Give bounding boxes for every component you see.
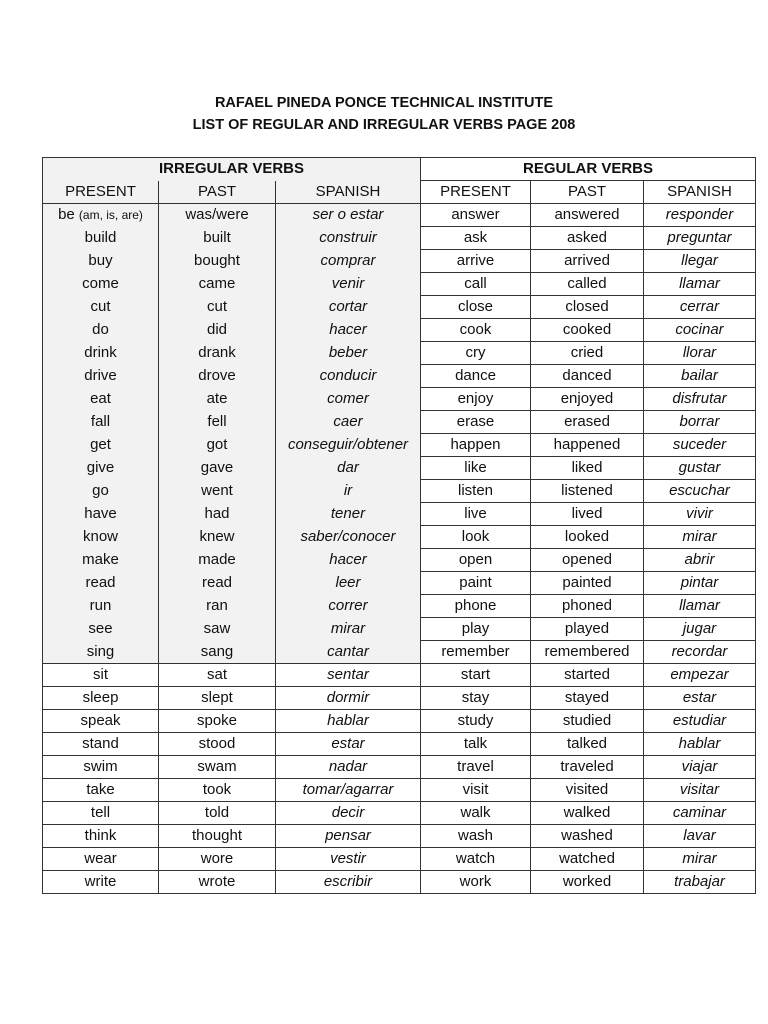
irregular-present-cell: do <box>43 319 159 342</box>
irregular-spanish-cell: comprar <box>276 250 421 273</box>
irregular-spanish-cell: escribir <box>276 871 421 894</box>
regular-spanish-cell: caminar <box>644 802 756 825</box>
irregular-past-cell: wore <box>159 848 276 871</box>
irregular-spanish-cell: correr <box>276 595 421 618</box>
table-row <box>43 296 756 319</box>
table-row <box>43 572 756 595</box>
irregular-present-header: PRESENT <box>43 181 159 204</box>
regular-past-cell: erased <box>531 411 644 434</box>
irregular-present-cell: make <box>43 549 159 572</box>
irregular-present-cell: think <box>43 825 159 848</box>
regular-spanish-cell: mirar <box>644 526 756 549</box>
irregular-past-cell: saw <box>159 618 276 641</box>
regular-spanish-cell: responder <box>644 204 756 227</box>
regular-past-cell: stayed <box>531 687 644 710</box>
irregular-present-cell: tell <box>43 802 159 825</box>
irregular-present-cell: run <box>43 595 159 618</box>
table-row <box>43 526 756 549</box>
irregular-present-cell: sing <box>43 641 159 664</box>
regular-past-cell: traveled <box>531 756 644 779</box>
irregular-spanish-cell: conseguir/obtener <box>276 434 421 457</box>
irregular-past-cell: fell <box>159 411 276 434</box>
regular-spanish-cell: pintar <box>644 572 756 595</box>
irregular-present-cell: wear <box>43 848 159 871</box>
table-row <box>43 664 756 687</box>
irregular-spanish-cell: decir <box>276 802 421 825</box>
irregular-present-cell: see <box>43 618 159 641</box>
irregular-spanish-cell: beber <box>276 342 421 365</box>
irregular-present-cell: give <box>43 457 159 480</box>
irregular-present-cell: know <box>43 526 159 549</box>
regular-present-cell: listen <box>421 480 531 503</box>
regular-spanish-cell: mirar <box>644 848 756 871</box>
irregular-present-cell: swim <box>43 756 159 779</box>
title-institute: RAFAEL PINEDA PONCE TECHNICAL INSTITUTE <box>214 95 554 111</box>
regular-spanish-cell: empezar <box>644 664 756 687</box>
irregular-spanish-cell: dar <box>276 457 421 480</box>
regular-past-cell: walked <box>531 802 644 825</box>
regular-spanish-cell: estar <box>644 687 756 710</box>
regular-present-cell: wash <box>421 825 531 848</box>
irregular-spanish-cell: caer <box>276 411 421 434</box>
regular-spanish-cell: gustar <box>644 457 756 480</box>
table-row <box>43 618 756 641</box>
verb-be: be <box>58 206 75 224</box>
irregular-spanish-cell: pensar <box>276 825 421 848</box>
regular-present-cell: call <box>421 273 531 296</box>
regular-present-cell: cook <box>421 319 531 342</box>
irregular-present-cell: drink <box>43 342 159 365</box>
regular-spanish-cell: escuchar <box>644 480 756 503</box>
irregular-verbs-heading: IRREGULAR VERBS <box>43 158 421 181</box>
table-row <box>43 250 756 273</box>
irregular-spanish-cell: vestir <box>276 848 421 871</box>
irregular-past-cell: stood <box>159 733 276 756</box>
irregular-spanish-cell: cantar <box>276 641 421 664</box>
irregular-past-cell: cut <box>159 296 276 319</box>
table-row <box>43 227 756 250</box>
irregular-present-cell: have <box>43 503 159 526</box>
regular-present-cell: look <box>421 526 531 549</box>
table-row <box>43 434 756 457</box>
regular-spanish-cell: vivir <box>644 503 756 526</box>
irregular-past-cell: thought <box>159 825 276 848</box>
regular-past-cell: closed <box>531 296 644 319</box>
regular-present-cell: paint <box>421 572 531 595</box>
regular-present-cell: work <box>421 871 531 894</box>
irregular-past-cell: went <box>159 480 276 503</box>
regular-past-cell: visited <box>531 779 644 802</box>
regular-past-cell: started <box>531 664 644 687</box>
irregular-present-cell: eat <box>43 388 159 411</box>
regular-past-cell: enjoyed <box>531 388 644 411</box>
table-row <box>43 595 756 618</box>
regular-present-cell: watch <box>421 848 531 871</box>
irregular-past-cell: took <box>159 779 276 802</box>
regular-spanish-cell: viajar <box>644 756 756 779</box>
regular-past-cell: listened <box>531 480 644 503</box>
irregular-spanish-cell: comer <box>276 388 421 411</box>
table-row <box>43 871 756 894</box>
irregular-past-cell: sang <box>159 641 276 664</box>
irregular-past-cell: spoke <box>159 710 276 733</box>
irregular-past-cell: swam <box>159 756 276 779</box>
regular-past-cell: watched <box>531 848 644 871</box>
regular-past-cell: washed <box>531 825 644 848</box>
irregular-spanish-cell: hablar <box>276 710 421 733</box>
irregular-past-cell: slept <box>159 687 276 710</box>
regular-verbs-heading: REGULAR VERBS <box>421 158 756 181</box>
verb-rows <box>43 204 756 894</box>
document-title <box>0 92 768 136</box>
regular-spanish-cell: suceder <box>644 434 756 457</box>
regular-spanish-cell: llamar <box>644 273 756 296</box>
table-row <box>43 825 756 848</box>
regular-past-cell: opened <box>531 549 644 572</box>
regular-present-cell: stay <box>421 687 531 710</box>
irregular-past-cell: built <box>159 227 276 250</box>
regular-past-cell: lived <box>531 503 644 526</box>
irregular-past-cell: sat <box>159 664 276 687</box>
regular-past-cell: cried <box>531 342 644 365</box>
table-row <box>43 480 756 503</box>
table-row <box>43 802 756 825</box>
irregular-spanish-cell: tomar/agarrar <box>276 779 421 802</box>
table-row <box>43 710 756 733</box>
regular-past-cell: looked <box>531 526 644 549</box>
irregular-past-cell: ate <box>159 388 276 411</box>
regular-present-cell: start <box>421 664 531 687</box>
irregular-spanish-cell: conducir <box>276 365 421 388</box>
irregular-spanish-cell: leer <box>276 572 421 595</box>
regular-spanish-cell: disfrutar <box>644 388 756 411</box>
regular-past-cell: cooked <box>531 319 644 342</box>
regular-present-cell: dance <box>421 365 531 388</box>
regular-spanish-cell: hablar <box>644 733 756 756</box>
table-row <box>43 687 756 710</box>
irregular-present-cell: drive <box>43 365 159 388</box>
irregular-past-cell: got <box>159 434 276 457</box>
irregular-past-cell: made <box>159 549 276 572</box>
regular-past-cell: danced <box>531 365 644 388</box>
irregular-spanish-cell: ir <box>276 480 421 503</box>
irregular-spanish-cell: saber/conocer <box>276 526 421 549</box>
regular-spanish-cell: cerrar <box>644 296 756 319</box>
regular-past-cell: worked <box>531 871 644 894</box>
regular-present-cell: remember <box>421 641 531 664</box>
regular-spanish-cell: llorar <box>644 342 756 365</box>
regular-spanish-cell: recordar <box>644 641 756 664</box>
regular-past-cell: asked <box>531 227 644 250</box>
irregular-spanish-cell: venir <box>276 273 421 296</box>
irregular-past-cell: read <box>159 572 276 595</box>
regular-past-cell: played <box>531 618 644 641</box>
regular-present-cell: visit <box>421 779 531 802</box>
irregular-spanish-cell: hacer <box>276 549 421 572</box>
irregular-past-cell: wrote <box>159 871 276 894</box>
verb-be-forms-note: (am, is, are) <box>78 208 143 223</box>
table-row <box>43 848 756 871</box>
irregular-spanish-header: SPANISH <box>276 181 421 204</box>
irregular-present-cell: cut <box>43 296 159 319</box>
irregular-present-cell: build <box>43 227 159 250</box>
regular-present-cell: travel <box>421 756 531 779</box>
regular-present-cell: happen <box>421 434 531 457</box>
regular-past-cell: called <box>531 273 644 296</box>
regular-past-cell: remembered <box>531 641 644 664</box>
regular-past-cell: phoned <box>531 595 644 618</box>
regular-spanish-cell: bailar <box>644 365 756 388</box>
section-heading-row <box>43 158 756 181</box>
irregular-past-cell: came <box>159 273 276 296</box>
regular-present-cell: play <box>421 618 531 641</box>
regular-present-header: PRESENT <box>421 181 531 204</box>
irregular-present-cell: sleep <box>43 687 159 710</box>
regular-past-cell: liked <box>531 457 644 480</box>
table-row <box>43 779 756 802</box>
irregular-present-cell: read <box>43 572 159 595</box>
title-list: LIST OF REGULAR AND IRREGULAR VERBS PAGE 208 <box>192 117 576 133</box>
regular-spanish-cell: llamar <box>644 595 756 618</box>
regular-spanish-cell: llegar <box>644 250 756 273</box>
irregular-past-cell: was/were <box>159 204 276 227</box>
regular-spanish-cell: abrir <box>644 549 756 572</box>
irregular-spanish-cell: sentar <box>276 664 421 687</box>
regular-spanish-cell: cocinar <box>644 319 756 342</box>
table-row <box>43 342 756 365</box>
regular-spanish-cell: estudiar <box>644 710 756 733</box>
regular-past-cell: talked <box>531 733 644 756</box>
irregular-past-cell: drank <box>159 342 276 365</box>
irregular-present-cell: stand <box>43 733 159 756</box>
regular-present-cell: study <box>421 710 531 733</box>
regular-present-cell: walk <box>421 802 531 825</box>
irregular-spanish-cell: dormir <box>276 687 421 710</box>
irregular-spanish-cell: mirar <box>276 618 421 641</box>
verbs-table <box>42 157 756 894</box>
regular-present-cell: arrive <box>421 250 531 273</box>
table-row <box>43 273 756 296</box>
irregular-present-cell: take <box>43 779 159 802</box>
irregular-spanish-cell: construir <box>276 227 421 250</box>
irregular-present-cell: buy <box>43 250 159 273</box>
irregular-spanish-cell: hacer <box>276 319 421 342</box>
regular-present-cell: ask <box>421 227 531 250</box>
regular-spanish-cell: borrar <box>644 411 756 434</box>
irregular-spanish-cell: nadar <box>276 756 421 779</box>
regular-spanish-cell: visitar <box>644 779 756 802</box>
regular-spanish-cell: lavar <box>644 825 756 848</box>
regular-spanish-header: SPANISH <box>644 181 756 204</box>
irregular-present-cell: fall <box>43 411 159 434</box>
table-row <box>43 411 756 434</box>
regular-past-cell: answered <box>531 204 644 227</box>
irregular-spanish-cell: tener <box>276 503 421 526</box>
table-row <box>43 641 756 664</box>
irregular-past-cell: did <box>159 319 276 342</box>
regular-past-header: PAST <box>531 181 644 204</box>
regular-present-cell: erase <box>421 411 531 434</box>
irregular-spanish-cell: estar <box>276 733 421 756</box>
irregular-present-cell: come <box>43 273 159 296</box>
irregular-present-cell: write <box>43 871 159 894</box>
table-row <box>43 733 756 756</box>
regular-spanish-cell: jugar <box>644 618 756 641</box>
irregular-spanish-cell: cortar <box>276 296 421 319</box>
table-row <box>43 365 756 388</box>
irregular-past-cell: ran <box>159 595 276 618</box>
irregular-past-cell: drove <box>159 365 276 388</box>
irregular-present-cell: sit <box>43 664 159 687</box>
irregular-past-cell: gave <box>159 457 276 480</box>
regular-present-cell: live <box>421 503 531 526</box>
regular-past-cell: studied <box>531 710 644 733</box>
regular-present-cell: enjoy <box>421 388 531 411</box>
irregular-past-cell: had <box>159 503 276 526</box>
irregular-past-cell: knew <box>159 526 276 549</box>
regular-present-cell: like <box>421 457 531 480</box>
regular-present-cell: close <box>421 296 531 319</box>
regular-present-cell: cry <box>421 342 531 365</box>
irregular-past-cell: told <box>159 802 276 825</box>
regular-past-cell: painted <box>531 572 644 595</box>
regular-spanish-cell: trabajar <box>644 871 756 894</box>
regular-past-cell: happened <box>531 434 644 457</box>
regular-past-cell: arrived <box>531 250 644 273</box>
table-row <box>43 549 756 572</box>
irregular-past-header: PAST <box>159 181 276 204</box>
column-header-row <box>43 181 756 204</box>
regular-present-cell: answer <box>421 204 531 227</box>
irregular-spanish-cell: ser o estar <box>276 204 421 227</box>
irregular-past-cell: bought <box>159 250 276 273</box>
regular-present-cell: phone <box>421 595 531 618</box>
irregular-present-cell: speak <box>43 710 159 733</box>
regular-spanish-cell: preguntar <box>644 227 756 250</box>
table-row <box>43 457 756 480</box>
table-row <box>43 204 756 227</box>
table-row <box>43 756 756 779</box>
irregular-present-cell <box>43 204 159 227</box>
irregular-present-cell: go <box>43 480 159 503</box>
table-row <box>43 388 756 411</box>
regular-present-cell: talk <box>421 733 531 756</box>
table-row <box>43 319 756 342</box>
table-row <box>43 503 756 526</box>
irregular-present-cell: get <box>43 434 159 457</box>
regular-present-cell: open <box>421 549 531 572</box>
